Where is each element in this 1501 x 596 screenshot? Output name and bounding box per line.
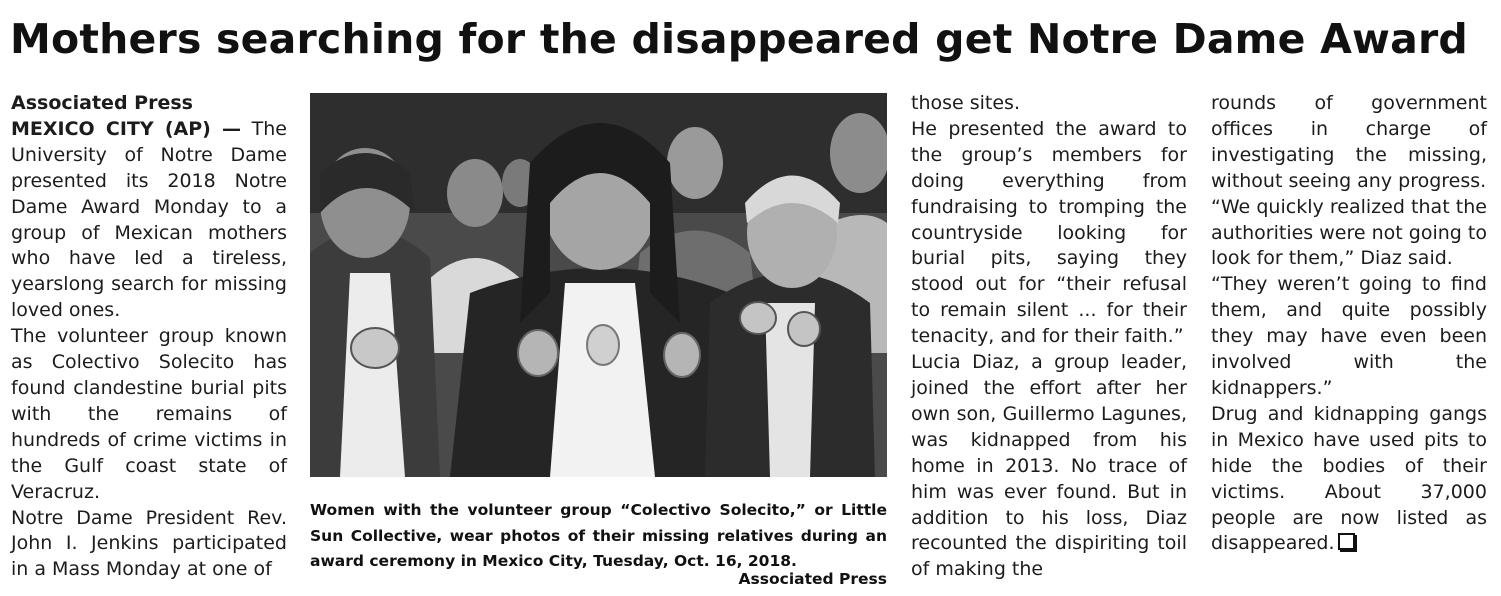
- article-paragraph: [11, 117, 287, 324]
- article-paragraph: [1211, 402, 1487, 557]
- news-photo: [310, 93, 887, 477]
- article-paragraph: “They weren’t going to find them, and quite possibly they may have even been involved with the kidnappers.”: [1211, 273, 1487, 399]
- article-paragraph: “We quickly realized that the authorities were not going to look for them,” Diaz said.: [1211, 195, 1487, 270]
- end-of-story-mark: [1338, 533, 1355, 550]
- article-paragraph: rounds of government offices in charge of investigating the missing, without seeing any progress.: [1211, 92, 1487, 192]
- dateline: MEXICO CITY (AP) —: [11, 117, 242, 140]
- article-paragraph: The volunteer group known as Colectivo Solecito has found clandestine burial pits with the remains of hundreds of crime victims in the Gulf coast state of Veracruz.: [11, 325, 287, 503]
- article-paragraph: Notre Dame President Rev. John I. Jenkins participated in a Mass Monday at one of: [11, 506, 287, 581]
- article-column-3: [911, 91, 1187, 583]
- article-paragraph: those sites.: [911, 92, 1020, 114]
- article-paragraph: He presented the award to the group’s members for doing everything from fundraising to tromping the countryside looking for burial pits, saying they stood out for “their refusal to remain silent ... for their tenacity, and for their faith.”: [911, 117, 1187, 348]
- photo-caption: Women with the volunteer group “Colectivo Solecito,” or Little Sun Collective, wear photos of their missing relatives during an award ceremony in Mexico City, Tuesday, Oct. 16, 2018.: [310, 501, 887, 570]
- photo-credit: Associated Press: [738, 570, 887, 588]
- article-paragraph: Lucia Diaz, a group leader, joined the effort after her own son, Guillermo Lagunes, was kidnapped from his home in 2013. No trace of him was ever found. But in addition to his loss, Diaz recounted the dispiriting toil of making the: [911, 351, 1187, 581]
- byline: Associated Press: [11, 92, 193, 114]
- paragraph-text: The University of Notre Dame presented its 2018 Notre Dame Award Monday to a group of Mexican mothers who have led a tireless, yearslong search for missing loved ones.: [11, 117, 287, 322]
- article-column-1: [11, 91, 287, 583]
- headline: Mothers searching for the disappeared get Notre Dame Award: [10, 15, 1468, 63]
- ceremony-photo-illustration: [310, 93, 887, 477]
- paragraph-text: Drug and kidnapping gangs in Mexico have used pits to hide the bodies of their victims. About 37,000 people are now listed as disappeared.: [1211, 402, 1487, 555]
- article-column-4: [1211, 91, 1487, 557]
